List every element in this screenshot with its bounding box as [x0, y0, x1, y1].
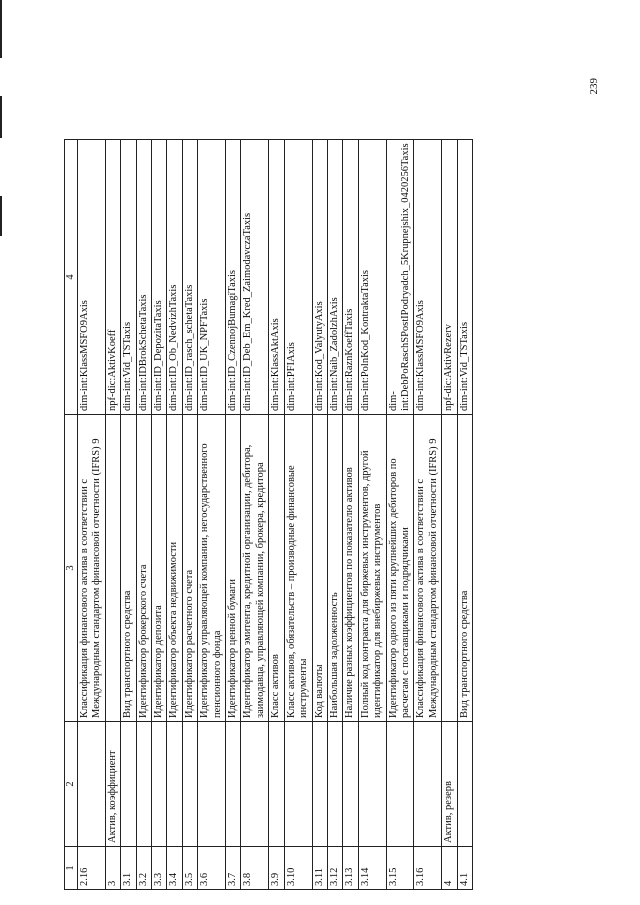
row-number: 3.1: [121, 847, 136, 890]
page-number: 239: [588, 78, 600, 95]
row-name: [226, 722, 241, 847]
row-code: dim-int:ID_Ob_NedvizhTaxis: [167, 140, 182, 415]
row-number: 3.8: [241, 847, 269, 890]
table-row: [442, 140, 457, 890]
margin-mark-top: [0, 0, 2, 58]
table-row: [105, 140, 120, 890]
table-row: [78, 140, 106, 890]
column-header: 4: [65, 140, 78, 415]
row-code: dim-int:ID_CzennojBumagiTaxis: [226, 140, 241, 415]
row-description: Идентификатор управляющей компании, негосударственного пенсионного фонда: [198, 415, 226, 722]
row-code: dim-int:KlassMSFO9Axis: [414, 140, 442, 415]
rotated-table-container: [64, 140, 576, 890]
row-name: [182, 722, 197, 847]
row-number: 3.3: [152, 847, 167, 890]
row-description: Код валюты: [312, 415, 327, 722]
row-number: 4: [442, 847, 457, 890]
row-description: [105, 415, 120, 722]
table-row: [198, 140, 226, 890]
row-name: Актив, резерв: [442, 722, 457, 847]
row-code: dim-int:ID_Deb_Em_Kred_ZaimodavczaTaxis: [241, 140, 269, 415]
table-row: [136, 140, 151, 890]
row-number: 3.2: [136, 847, 151, 890]
row-code: dim-int:PolnKod_KontraktaTaxis: [358, 140, 386, 415]
row-number: 3.6: [198, 847, 226, 890]
row-name: [457, 722, 472, 847]
table-row: [121, 140, 136, 890]
table-row: [414, 140, 442, 890]
row-code: dim-int:ID_UK_NPFTaxis: [198, 140, 226, 415]
row-number: 2.16: [78, 847, 106, 890]
row-number: 3.5: [182, 847, 197, 890]
row-description: Наибольшая задолженность: [327, 415, 342, 722]
table-row: [386, 140, 414, 890]
table-row: [182, 140, 197, 890]
row-description: Классификация финансового актива в соответствии с Международным стандартом финансовой отчетности (IFRS) 9: [414, 415, 442, 722]
row-name: [136, 722, 151, 847]
row-description: Идентификатор расчетного счета: [182, 415, 197, 722]
row-code: dim-int:Kod_ValyutyAxis: [312, 140, 327, 415]
row-name: [284, 722, 312, 847]
table-row: [358, 140, 386, 890]
margin-mark-middle: [0, 96, 2, 138]
row-description: Наличие разных коэффициентов по показателю активов: [343, 415, 358, 722]
row-description: Класс активов: [269, 415, 284, 722]
row-name: [386, 722, 414, 847]
row-code: dim-int:Naib_ZadolzhAxis: [327, 140, 342, 415]
row-number: 3.13: [343, 847, 358, 890]
row-name: [343, 722, 358, 847]
row-number: 3.12: [327, 847, 342, 890]
row-name: [312, 722, 327, 847]
row-number: 3.16: [414, 847, 442, 890]
row-name: [167, 722, 182, 847]
row-name: [121, 722, 136, 847]
row-code: npf-dic:AktivRezerv: [442, 140, 457, 415]
taxonomy-table: [64, 139, 473, 890]
row-name: [241, 722, 269, 847]
row-description: Вид транспортного средства: [457, 415, 472, 722]
row-description: Идентификатор эмитента, кредитной организации, дебитора, заимодавца, управляющей компании, брокера, кредитора: [241, 415, 269, 722]
row-number: 3: [105, 847, 120, 890]
margin-mark-lower: [0, 196, 2, 236]
row-number: 4.1: [457, 847, 472, 890]
row-code: dim-int:RaznKoeffTaxis: [343, 140, 358, 415]
row-name: [78, 722, 106, 847]
row-name: [327, 722, 342, 847]
table-row: [241, 140, 269, 890]
row-code: dim-int:ID_rasch_schetaTaxis: [182, 140, 197, 415]
table-row: [269, 140, 284, 890]
row-number: 3.11: [312, 847, 327, 890]
row-description: Класс активов, обязательств – производные финансовые инструменты: [284, 415, 312, 722]
row-number: 3.14: [358, 847, 386, 890]
row-name: [269, 722, 284, 847]
row-code: dim-int:Vid_TSTaxis: [121, 140, 136, 415]
row-code: dim-int:Vid_TSTaxis: [457, 140, 472, 415]
row-description: Вид транспортного средства: [121, 415, 136, 722]
table-row: [327, 140, 342, 890]
table-row: [312, 140, 327, 890]
table-header-row: [65, 140, 78, 890]
row-description: [442, 415, 457, 722]
table-row: [167, 140, 182, 890]
row-code: dim-int:IDBrokSchetaTaxis: [136, 140, 151, 415]
table-row: [226, 140, 241, 890]
table-row: [284, 140, 312, 890]
row-code: dim-int:ID_DepozitaTaxis: [152, 140, 167, 415]
table-row: [343, 140, 358, 890]
row-code: dim-int:DebPoRaschSPostIPodryadch_5Krupnejshix_0420256Taxis: [386, 140, 414, 415]
row-name: [358, 722, 386, 847]
column-header: 2: [65, 722, 78, 847]
row-name: [414, 722, 442, 847]
table-row: [457, 140, 472, 890]
row-description: Полный код контракта для биржевых инструментов, другой идентификатор для внебиржевых инструментов: [358, 415, 386, 722]
row-description: Классификация финансового актива в соответствии с Международным стандартом финансовой отчетности (IFRS) 9: [78, 415, 106, 722]
row-number: 3.10: [284, 847, 312, 890]
row-code: dim-int:PFIAxis: [284, 140, 312, 415]
row-number: 3.7: [226, 847, 241, 890]
row-description: Идентификатор депозита: [152, 415, 167, 722]
row-code: npf-dic:AktivKoeff: [105, 140, 120, 415]
row-code: dim-int:KlassMSFO9Axis: [78, 140, 106, 415]
row-description: Идентификатор брокерского счета: [136, 415, 151, 722]
row-description: Идентификатор одного из пяти крупнейших дебиторов по расчетам с поставщиками и подрядчиками: [386, 415, 414, 722]
row-name: [152, 722, 167, 847]
column-header: 1: [65, 847, 78, 890]
row-number: 3.4: [167, 847, 182, 890]
row-name: [198, 722, 226, 847]
row-number: 3.15: [386, 847, 414, 890]
row-description: Идентификатор объекта недвижимости: [167, 415, 182, 722]
row-description: Идентификатор ценной бумаги: [226, 415, 241, 722]
column-header: 3: [65, 415, 78, 722]
table-row: [152, 140, 167, 890]
row-number: 3.9: [269, 847, 284, 890]
row-code: dim-int:KlassAktAxis: [269, 140, 284, 415]
row-name: Актив, коэффициент: [105, 722, 120, 847]
